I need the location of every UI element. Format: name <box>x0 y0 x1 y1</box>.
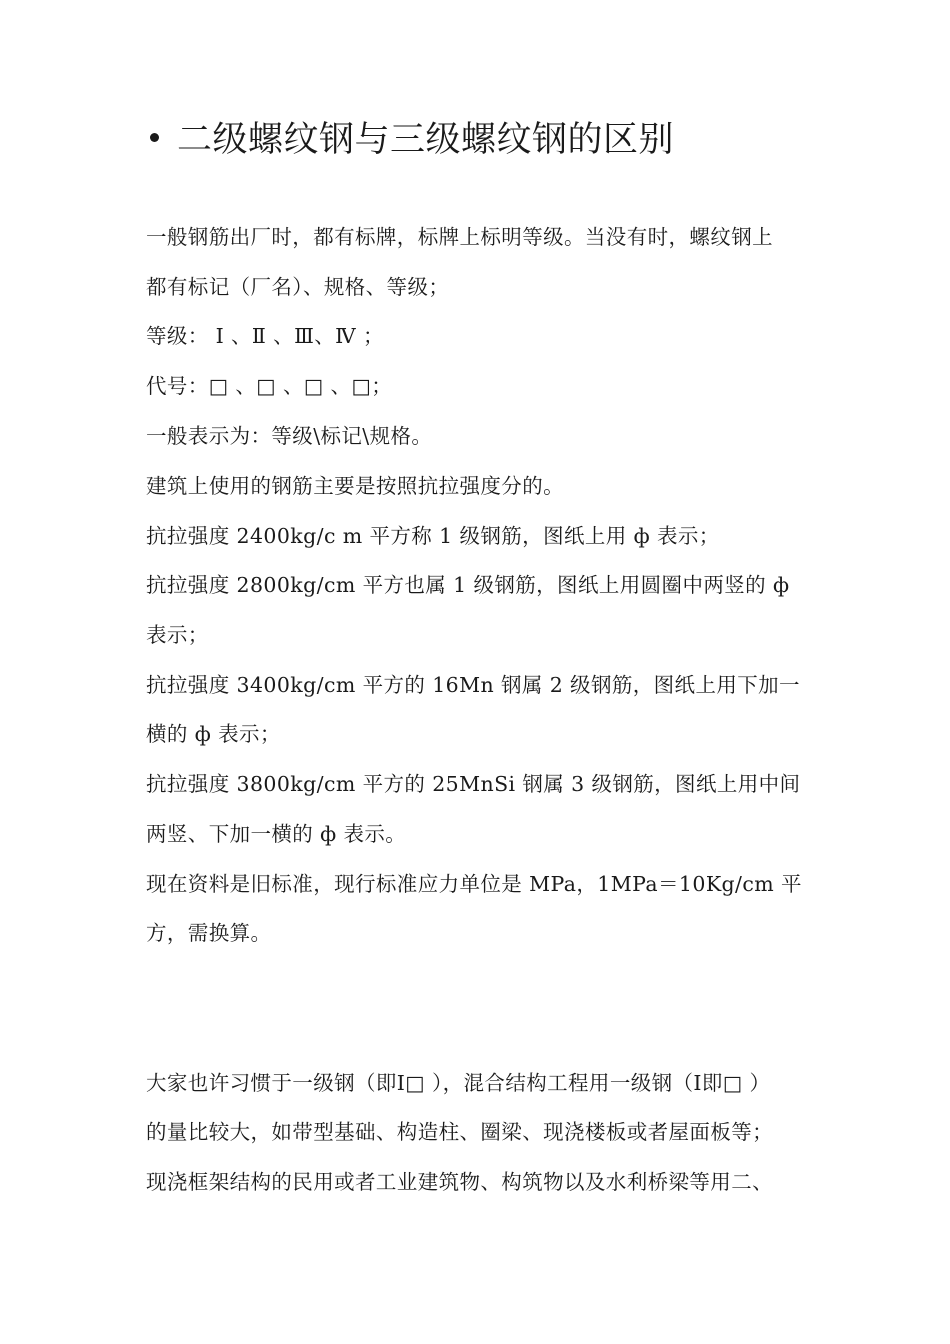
paragraph-line: 两竖、下加一横的 ф 表示。 <box>146 822 407 846</box>
paragraph-line: 代号：□ 、□ 、□ 、□； <box>146 374 393 398</box>
bullet-icon <box>150 133 159 142</box>
paragraph-line: 抗拉强度 3400kg/cm 平方的 16Mn 钢属 2 级钢筋，图纸上用下加一 <box>146 673 800 697</box>
paragraph-line: 表示； <box>146 623 209 647</box>
paragraph-line: 方，需换算。 <box>146 921 272 945</box>
paragraph-line: 一般表示为：等级\标记\规格。 <box>146 424 433 448</box>
paragraph-line: 建筑上使用的钢筋主要是按照抗拉强度分的。 <box>146 474 564 498</box>
paragraph-line: 等级： Ⅰ 、Ⅱ 、Ⅲ、Ⅳ ； <box>146 324 384 348</box>
paragraph-line: 抗拉强度 2400kg/c m 平方称 1 级钢筋，图纸上用 ф 表示； <box>146 524 720 548</box>
paragraph-line: 现在资料是旧标准，现行标准应力单位是 MPa，1MPa＝10Kg/cm 平 <box>146 872 802 896</box>
paragraph-line: 的量比较大，如带型基础、构造柱、圈梁、现浇楼板或者屋面板等； <box>146 1120 773 1144</box>
title-row <box>150 112 674 162</box>
paragraph-line: 都有标记（厂名）、规格、等级； <box>146 275 450 299</box>
paragraph-line: 大家也许习惯于一级钢（即Ⅰ□ ），混合结构工程用一级钢（Ⅰ即□ ） <box>146 1071 771 1095</box>
paragraph-line: 一般钢筋出厂时，都有标牌，标牌上标明等级。当没有时，螺纹钢上 <box>146 225 773 249</box>
paragraph-line: 现浇框架结构的民用或者工业建筑物、构筑物以及水利桥梁等用二、 <box>146 1170 773 1194</box>
paragraph-line: 抗拉强度 2800kg/cm 平方也属 1 级钢筋，图纸上用圆圈中两竖的 ф <box>146 573 790 597</box>
paragraph-line: 抗拉强度 3800kg/cm 平方的 25MnSi 钢属 3 级钢筋，图纸上用中间 <box>146 772 801 796</box>
paragraph-line: 横的 ф 表示； <box>146 722 281 746</box>
page-title: 二级螺纹钢与三级螺纹钢的区别 <box>177 120 675 160</box>
